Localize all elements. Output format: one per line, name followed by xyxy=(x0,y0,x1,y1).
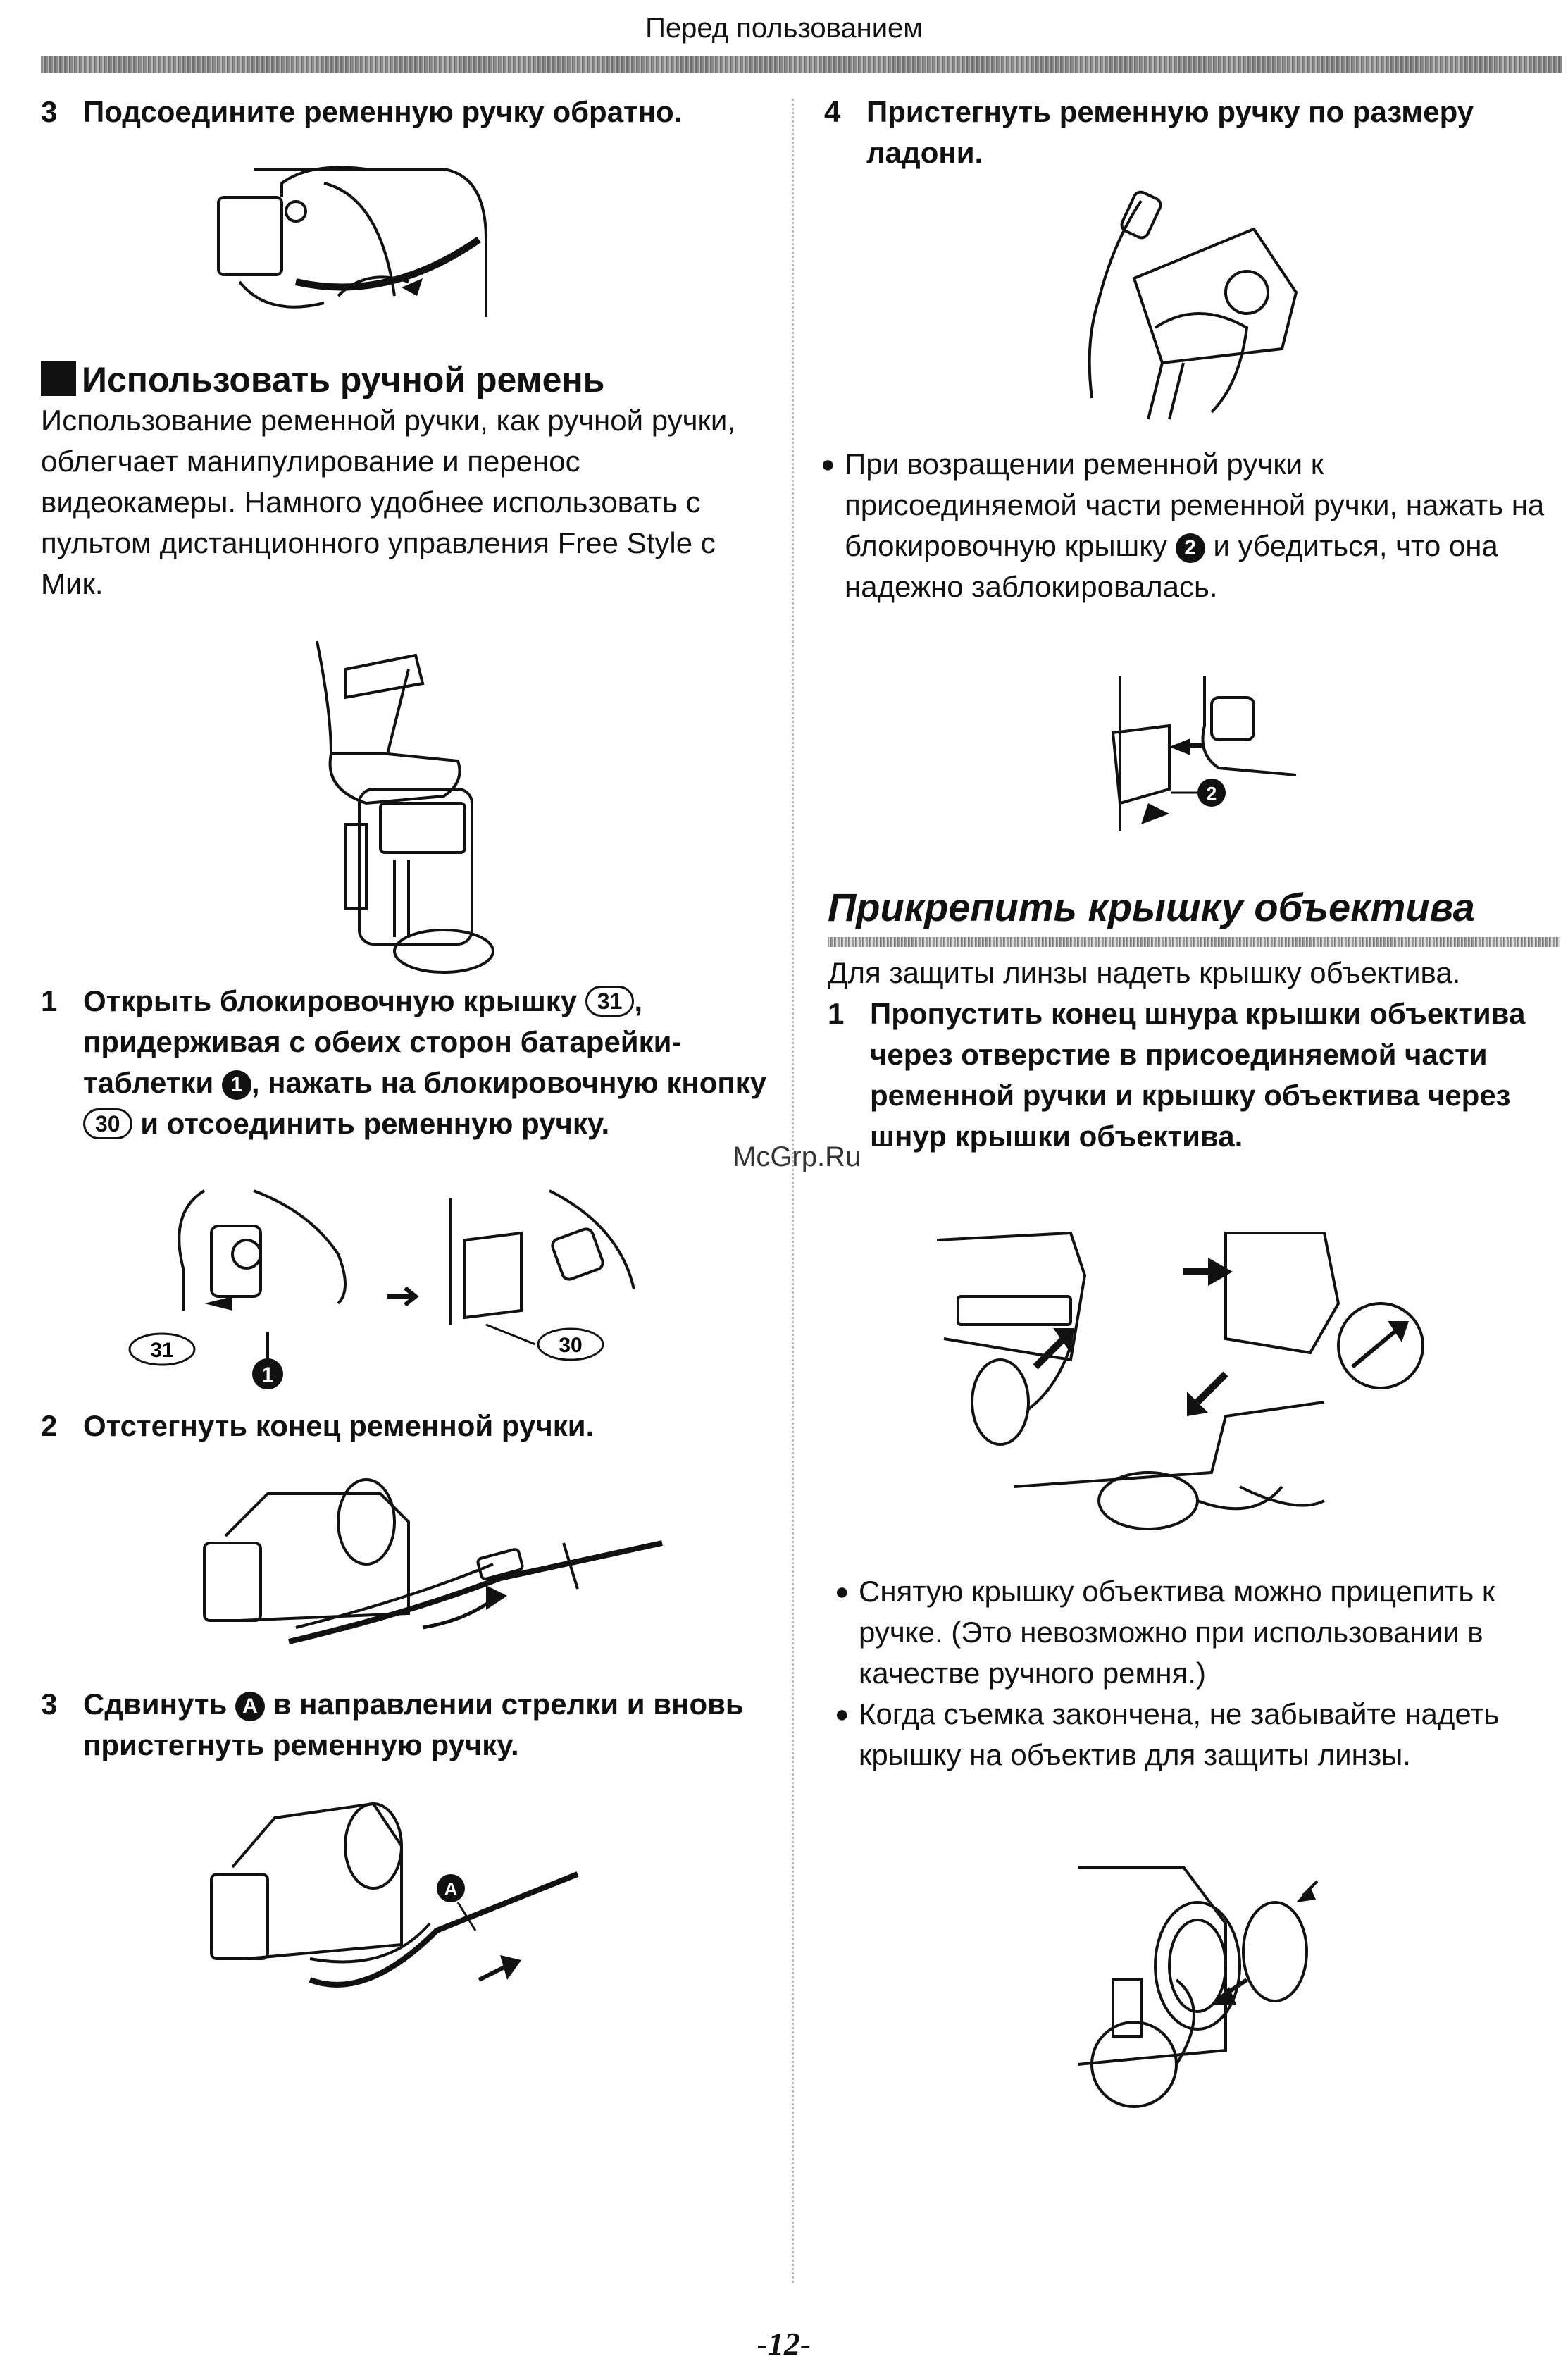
lens-cap-cord-illustration xyxy=(930,1219,1451,1543)
lens-step-1 xyxy=(828,993,1560,1157)
step-2-unfasten xyxy=(41,1406,780,1446)
running-title: Перед пользованием xyxy=(645,13,923,44)
marker-2: 2 xyxy=(1176,533,1205,563)
step-number: 1 xyxy=(41,984,58,1017)
strap-reattach-illustration xyxy=(211,155,507,331)
step-number: 2 xyxy=(41,1409,58,1442)
fig-marker-2: 2 xyxy=(1206,783,1217,804)
step-number: 4 xyxy=(824,95,841,128)
ref-button-30: 30 xyxy=(83,1108,132,1139)
watermark: McGrp.Ru xyxy=(733,1141,861,1172)
fig-ref-31: 31 xyxy=(150,1339,174,1362)
bullet-hang-cap: ● Снятую крышку объектива можно прицепить к ручке. (Это невозможно при использовании в качестве ручного ремня.) xyxy=(835,1571,1560,1694)
step-3-slide: 3 Сдвинуть A в направлении стрелки и вновь пристегнуть ременную ручку. xyxy=(41,1684,788,1766)
cap-on-lens-illustration xyxy=(1071,1853,1324,2135)
step-text: Отстегнуть конец ременной ручки. xyxy=(83,1409,595,1442)
bullet-dot: ● xyxy=(835,1701,850,1728)
section-title-hand-strap: Использовать ручной ремень xyxy=(41,359,604,400)
lens-cap-intro: Для защиты линзы надеть крышку объектива. xyxy=(828,956,1461,989)
step-text: Пропустить конец шнура крышки объектива через отверстие в присоединяемой части ременной ручки и крышку объектива через шнур крышки объектива. xyxy=(870,997,1526,1153)
fig-marker-a: A xyxy=(444,1878,458,1900)
marker-a: A xyxy=(235,1692,265,1721)
bullet-dot: ● xyxy=(835,1578,850,1605)
column-divider xyxy=(792,99,794,2283)
step-text: Пристегнуть ременную ручку по размеру ладони. xyxy=(866,95,1474,169)
bullet-put-cap-on: ● Когда съемка закончена, не забывайте надеть крышку на объектив для защиты линзы. xyxy=(835,1694,1560,1776)
step-number: 3 xyxy=(41,1687,58,1721)
step-1-detach: 1 Открыть блокировочную крышку 31 , придерживая с обеих сторон батарейки-таблетки 1 , нажать на блокировочную кнопку 30 и отсоединить ременную ручку. xyxy=(41,981,788,1144)
step-4-adjust xyxy=(824,92,1557,173)
unfasten-strap-illustration xyxy=(197,1466,676,1656)
section-square-icon xyxy=(41,361,76,396)
step-number: 3 xyxy=(41,95,58,128)
fig-marker-1: 1 xyxy=(261,1363,274,1387)
lens-cap-title: Прикрепить крышку объектива xyxy=(828,885,1475,929)
marker-1: 1 xyxy=(222,1070,251,1100)
lock-cover-illustration xyxy=(127,1184,648,1395)
fig-ref-30: 30 xyxy=(559,1334,583,1357)
header-rule xyxy=(41,56,1562,73)
palm-adjust-illustration xyxy=(1071,187,1310,426)
step-3-reattach xyxy=(41,92,780,132)
step-text: Подсоедините ременную ручку обратно. xyxy=(83,95,683,128)
hand-strap-paragraph: Использование ременной ручки, как ручной ручки, облегчает манипулирование и перенос видеокамеры. Намного удобнее использовать с пультом дистанционного управления Free Style с Мик. xyxy=(41,404,735,600)
page-number: -12- xyxy=(757,2326,811,2362)
bullet-dot: ● xyxy=(821,451,835,478)
bullet-lock-cover: ● При возращении ременной ручки к присоединяемой части ременной ручки, нажать на блокировочную крышку 2 и убедиться, что она надежно заблокировалась. xyxy=(821,444,1560,607)
hand-strap-grip-illustration xyxy=(303,627,535,979)
lens-cap-title-rule xyxy=(828,937,1560,947)
slide-strap-illustration xyxy=(204,1776,599,2008)
ref-button-31: 31 xyxy=(585,986,635,1017)
lock-confirm-illustration xyxy=(1092,669,1303,838)
step-number: 1 xyxy=(828,997,845,1030)
